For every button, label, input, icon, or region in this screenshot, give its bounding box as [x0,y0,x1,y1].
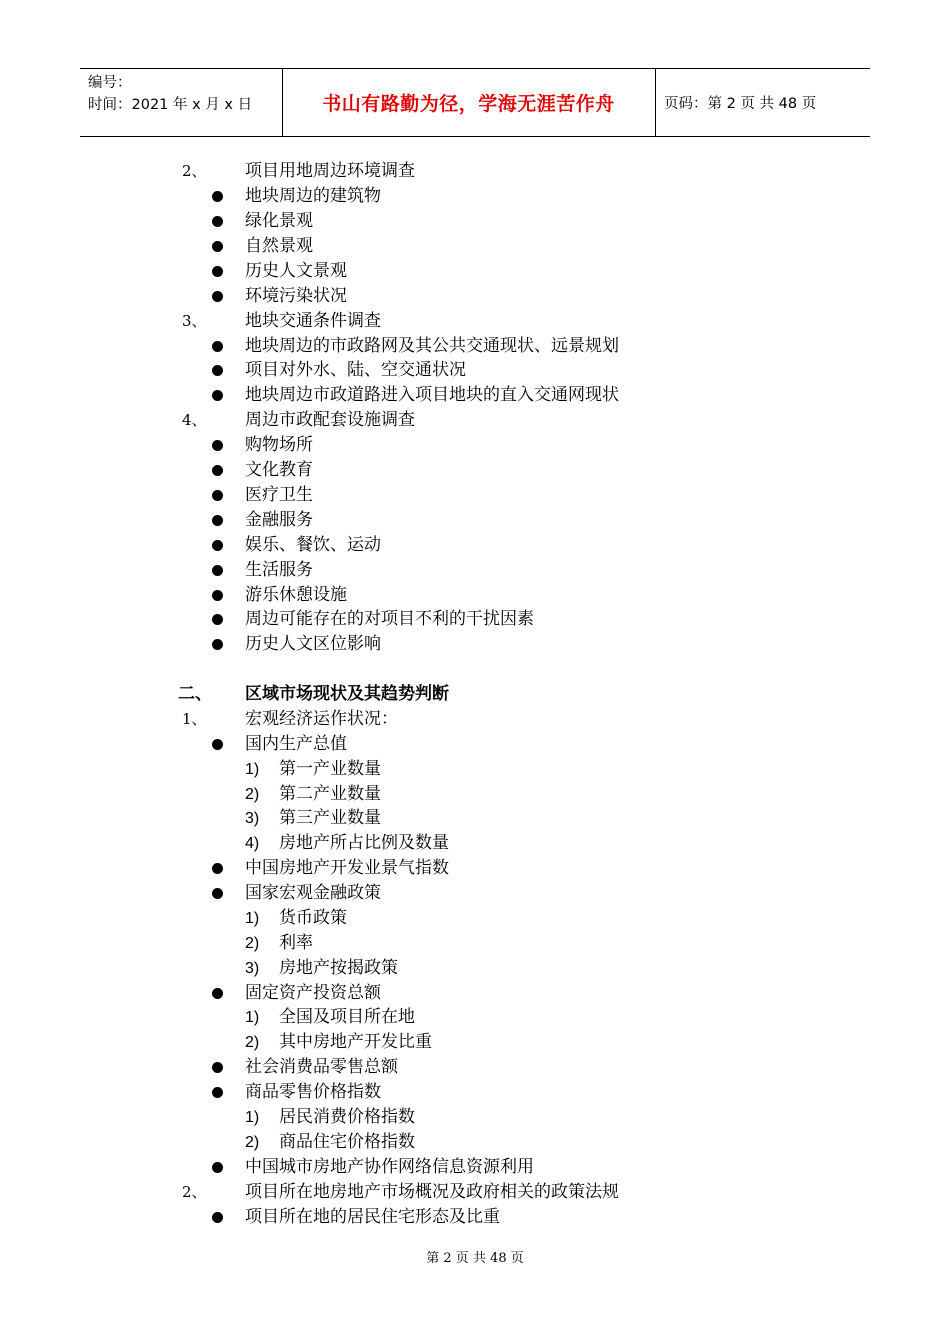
bullet-icon [212,739,223,750]
item-label: 地块周边的市政路网及其公共交通现状、远景规划 [245,336,619,356]
item-label: 自然景观 [245,236,313,256]
sub-number: 4) [245,835,260,852]
sub-number: 2) [245,1034,260,1051]
item-label: 项目对外水、陆、空交通状况 [245,360,466,380]
bullet-icon [212,365,223,376]
item-number: 3、 [182,312,207,330]
bullet-icon [212,888,223,899]
item-label: 商品住宅价格指数 [279,1132,415,1152]
sub-number: 2) [245,935,260,952]
item-label: 绿化景观 [245,211,313,231]
bullet-icon [212,614,223,625]
item-label: 全国及项目所在地 [279,1007,415,1027]
header-meta [88,72,252,116]
item-number: 2、 [182,162,207,180]
item-label: 货币政策 [279,908,347,928]
bullet-icon [212,565,223,576]
item-label: 其中房地产开发比重 [279,1032,432,1052]
bullet-icon [212,341,223,352]
item-number: 2、 [182,1183,207,1201]
item-label: 社会消费品零售总额 [245,1057,398,1077]
item-label: 周边可能存在的对项目不利的干扰因素 [245,609,534,629]
item-label: 国家宏观金融政策 [245,883,381,903]
item-label: 游乐休憩设施 [245,585,347,605]
bullet-icon [212,191,223,202]
item-label: 环境污染状况 [245,286,347,306]
sub-number: 2) [245,786,260,803]
header-page-info: 页码：第 2 页 共 48 页 [664,96,817,112]
bullet-icon [212,639,223,650]
item-label: 利率 [279,933,313,953]
sub-number: 1) [245,1009,260,1026]
section-title: 区域市场现状及其趋势判断 [245,684,449,704]
bullet-icon [212,241,223,252]
item-label: 地块周边市政道路进入项目地块的直入交通网现状 [245,385,619,405]
bullet-icon [212,440,223,451]
bullet-icon [212,863,223,874]
item-label: 项目所在地房地产市场概况及政府相关的政策法规 [245,1182,619,1202]
serial-label: 编号： [88,75,132,91]
bullet-icon [212,490,223,501]
bullet-icon [212,590,223,601]
sub-number: 3) [245,810,260,827]
item-label: 金融服务 [245,510,313,530]
item-label: 周边市政配套设施调查 [245,410,415,430]
item-label: 房地产按揭政策 [279,958,398,978]
item-label: 国内生产总值 [245,734,347,754]
sub-number: 1) [245,910,260,927]
item-label: 地块交通条件调查 [245,311,381,331]
sub-number: 2) [245,1134,260,1151]
header-divider [655,69,656,136]
item-label: 医疗卫生 [245,485,313,505]
bullet-icon [212,1087,223,1098]
sub-number: 3) [245,960,260,977]
bullet-icon [212,266,223,277]
bullet-icon [212,540,223,551]
sub-number: 1) [245,761,260,778]
bullet-icon [212,1062,223,1073]
item-label: 生活服务 [245,560,313,580]
item-number: 4、 [182,411,207,429]
bullet-icon [212,291,223,302]
item-label: 项目用地周边环境调查 [245,161,415,181]
item-label: 第一产业数量 [279,759,381,779]
time-label: 时间：2021 年 x 月 x 日 [88,97,253,113]
item-label: 历史人文景观 [245,261,347,281]
item-label: 居民消费价格指数 [279,1107,415,1127]
bullet-icon [212,988,223,999]
item-label: 娱乐、餐饮、运动 [245,535,381,555]
item-label: 地块周边的建筑物 [245,186,381,206]
bullet-icon [212,216,223,227]
item-label: 宏观经济运作状况： [245,709,398,729]
item-label: 第三产业数量 [279,808,381,828]
document-header [80,68,870,137]
bullet-icon [212,1162,223,1173]
item-label: 商品零售价格指数 [245,1082,381,1102]
bullet-icon [212,465,223,476]
bullet-icon [212,390,223,401]
item-number: 1、 [182,710,207,728]
item-label: 文化教育 [245,460,313,480]
sub-number: 1) [245,1109,260,1126]
item-label: 固定资产投资总额 [245,983,381,1003]
item-label: 购物场所 [245,435,313,455]
item-label: 中国城市房地产协作网络信息资源利用 [245,1157,534,1177]
item-label: 中国房地产开发业景气指数 [245,858,449,878]
item-label: 项目所在地的居民住宅形态及比重 [245,1207,500,1227]
item-label: 历史人文区位影响 [245,634,381,654]
section-number: 二、 [178,684,212,704]
header-motto: 书山有路勤为径，学海无涯苦作舟 [322,93,615,115]
item-label: 第二产业数量 [279,784,381,804]
bullet-icon [212,515,223,526]
item-label: 房地产所占比例及数量 [279,833,449,853]
page-footer: 第 2 页 共 48 页 [426,1251,524,1266]
bullet-icon [212,1212,223,1223]
